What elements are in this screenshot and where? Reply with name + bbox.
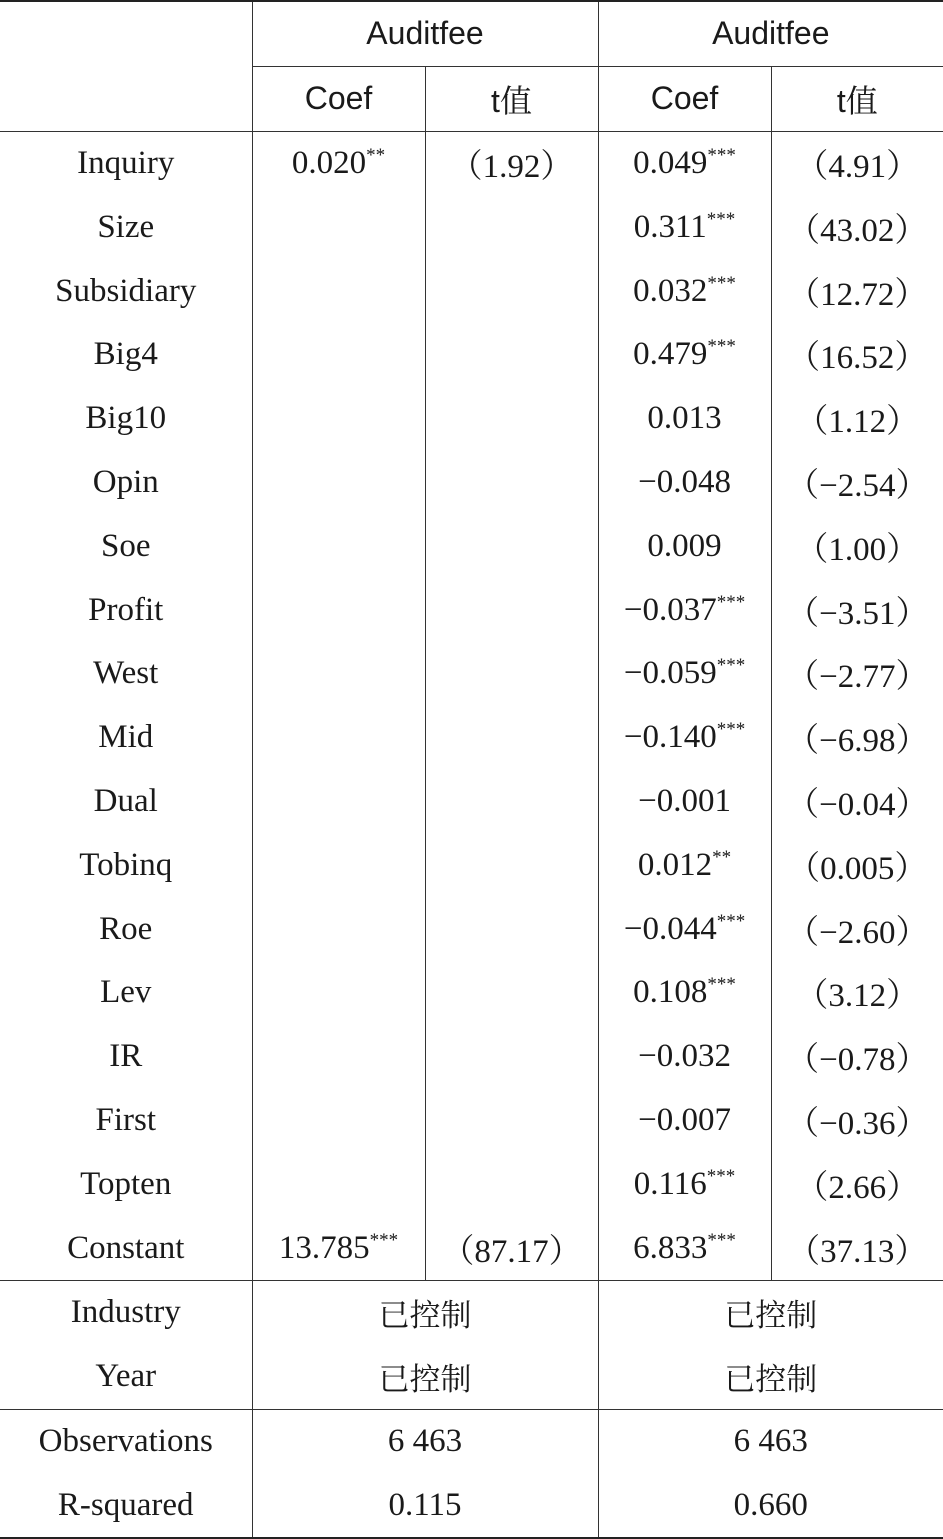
t-cell-2: [771, 323, 943, 387]
table-row: [0, 833, 943, 897]
coef-cell-2: [598, 195, 771, 259]
t-value: （−0.36）: [786, 1105, 929, 1142]
coef-value: −0.140: [623, 719, 717, 756]
coef-cell-1: [252, 833, 425, 897]
coef-cell-1: [252, 1025, 425, 1089]
t-cell-1: [425, 642, 598, 706]
coef-cell-1: [252, 770, 425, 834]
row-label: [0, 1409, 252, 1473]
variable-name: Subsidiary: [55, 272, 197, 309]
t-cell-2: [771, 961, 943, 1025]
variable-name: Profit: [88, 591, 164, 628]
t-cell-1: [425, 961, 598, 1025]
table-row: [0, 259, 943, 323]
row-label: [0, 387, 252, 451]
coef-value: 0.013: [647, 400, 722, 437]
coef-cell-1: [252, 706, 425, 770]
variable-name: Inquiry: [77, 144, 175, 181]
t-cell-2: [771, 195, 943, 259]
header-row-groups: [0, 1, 943, 66]
t-cell-1: [425, 514, 598, 578]
variable-name: Year: [95, 1358, 157, 1395]
t-cell-2: [771, 1152, 943, 1216]
t-cell-2: [771, 642, 943, 706]
header-group-1: Auditfee: [252, 1, 598, 66]
stat-model-1: [252, 1473, 598, 1538]
coef-value: 0.049: [633, 144, 708, 181]
control-model-1: [252, 1280, 598, 1344]
significance-stars: ***: [716, 719, 746, 741]
coef-cell-2: [598, 833, 771, 897]
table-row: [0, 897, 943, 961]
coef-cell-2: [598, 770, 771, 834]
coef-cell-2: [598, 706, 771, 770]
row-label: [0, 1025, 252, 1089]
coef-cell-1: [252, 1152, 425, 1216]
coef-value: −0.044: [623, 910, 717, 947]
significance-stars: ***: [369, 1229, 399, 1251]
table-row: [0, 1025, 943, 1089]
t-value: （1.92）: [449, 148, 574, 185]
stat-model-1: [252, 1409, 598, 1473]
coef-cell-1: [252, 897, 425, 961]
table-row: [0, 514, 943, 578]
t-value: （4.91）: [795, 148, 920, 185]
t-value: （−6.98）: [786, 723, 929, 760]
coef-value: −0.007: [638, 1101, 731, 1138]
significance-stars: ***: [716, 910, 746, 932]
coef-cell-1: [252, 1089, 425, 1153]
t-cell-2: [771, 897, 943, 961]
row-label: [0, 770, 252, 834]
t-value: （1.12）: [795, 404, 920, 441]
significance-stars: **: [366, 145, 386, 167]
coef-cell-2: [598, 897, 771, 961]
t-cell-2: [771, 387, 943, 451]
t-cell-1: [425, 897, 598, 961]
t-cell-1: [425, 1216, 598, 1280]
coef-value: −0.048: [638, 463, 731, 500]
variable-name: Dual: [93, 782, 158, 819]
significance-stars: ***: [707, 145, 736, 167]
t-value: （−0.04）: [786, 786, 929, 823]
t-cell-1: [425, 387, 598, 451]
t-cell-2: [771, 833, 943, 897]
stat-row: [0, 1473, 943, 1538]
variable-name: Opin: [92, 463, 159, 500]
coef-cell-2: [598, 1089, 771, 1153]
table-row: [0, 706, 943, 770]
coef-cell-2: [598, 323, 771, 387]
significance-stars: ***: [716, 591, 746, 613]
t-value: （1.00）: [795, 531, 920, 568]
t-value: （−2.60）: [786, 914, 929, 951]
header-tval-2: t值: [771, 66, 943, 131]
t-value: （16.52）: [787, 340, 928, 377]
coef-value: −0.037: [623, 591, 717, 628]
coef-value: 0.479: [633, 336, 708, 373]
control-value: 已控制: [724, 1298, 818, 1335]
header-group-2: Auditfee: [598, 1, 943, 66]
row-label: [0, 1152, 252, 1216]
variable-name: Tobinq: [79, 846, 173, 883]
variable-name: Observations: [38, 1422, 213, 1459]
variable-name: Roe: [99, 910, 153, 947]
coef-cell-1: [252, 514, 425, 578]
t-cell-1: [425, 706, 598, 770]
coef-value: 13.785: [278, 1229, 370, 1266]
significance-stars: ***: [706, 1165, 736, 1187]
row-label: [0, 642, 252, 706]
t-value: （37.13）: [787, 1233, 928, 1270]
coef-cell-2: [598, 514, 771, 578]
t-cell-1: [425, 195, 598, 259]
table-row: [0, 961, 943, 1025]
header-coef-2: Coef: [598, 66, 771, 131]
row-label: [0, 1280, 252, 1344]
t-cell-1: [425, 770, 598, 834]
t-value: （87.17）: [441, 1233, 582, 1270]
t-value: （−2.54）: [786, 467, 929, 504]
t-cell-2: [771, 514, 943, 578]
t-cell-2: [771, 1216, 943, 1280]
control-row: [0, 1345, 943, 1409]
significance-stars: ***: [716, 655, 746, 677]
t-cell-2: [771, 451, 943, 515]
coef-cell-2: [598, 387, 771, 451]
variable-name: Soe: [101, 527, 151, 564]
coef-value: 0.116: [633, 1165, 707, 1202]
table-row: [0, 1216, 943, 1280]
table-row: [0, 323, 943, 387]
variable-name: Topten: [80, 1165, 172, 1202]
variable-name: Industry: [70, 1294, 181, 1331]
t-cell-1: [425, 1089, 598, 1153]
significance-stars: ***: [706, 209, 736, 231]
control-value: 已控制: [724, 1362, 818, 1399]
coef-value: −0.001: [638, 782, 731, 819]
coef-cell-1: [252, 642, 425, 706]
row-label: [0, 195, 252, 259]
t-value: （−2.77）: [786, 659, 929, 696]
row-label: [0, 131, 252, 195]
table-row: [0, 1152, 943, 1216]
table-row: [0, 770, 943, 834]
row-label: [0, 1089, 252, 1153]
t-value: （12.72）: [787, 276, 928, 313]
t-cell-1: [425, 451, 598, 515]
t-value: （0.005）: [787, 850, 928, 887]
t-cell-1: [425, 131, 598, 195]
t-cell-1: [425, 578, 598, 642]
significance-stars: ***: [707, 974, 736, 996]
row-label: [0, 897, 252, 961]
t-cell-2: [771, 131, 943, 195]
coef-cell-2: [598, 578, 771, 642]
significance-stars: ***: [707, 1229, 736, 1251]
t-cell-2: [771, 1025, 943, 1089]
stat-value: 0.660: [733, 1486, 808, 1523]
row-label: [0, 1345, 252, 1409]
table-row: [0, 578, 943, 642]
coef-value: −0.032: [638, 1038, 731, 1075]
control-model-1: [252, 1345, 598, 1409]
coef-value: −0.059: [623, 655, 717, 692]
coef-cell-1: [252, 387, 425, 451]
t-value: （2.66）: [795, 1169, 920, 1206]
row-label: [0, 1473, 252, 1538]
table-row: [0, 1089, 943, 1153]
row-label: [0, 259, 252, 323]
row-label: [0, 451, 252, 515]
variable-name: First: [95, 1101, 157, 1138]
variable-name: Lev: [100, 974, 152, 1011]
header-tval-1: t值: [425, 66, 598, 131]
control-value: 已控制: [378, 1362, 472, 1399]
coef-value: 0.020: [291, 144, 367, 181]
coef-value: 0.108: [633, 974, 708, 1011]
table-row: [0, 195, 943, 259]
coef-cell-1: [252, 131, 425, 195]
control-model-2: [598, 1345, 943, 1409]
row-label: [0, 323, 252, 387]
variable-name: Size: [97, 208, 155, 245]
table-row: [0, 642, 943, 706]
t-value: （−0.78）: [786, 1042, 929, 1079]
row-label: [0, 578, 252, 642]
variable-name: West: [93, 655, 159, 692]
coef-cell-1: [252, 451, 425, 515]
coef-cell-2: [598, 642, 771, 706]
stat-value: 6 463: [387, 1422, 463, 1459]
t-cell-1: [425, 259, 598, 323]
t-cell-1: [425, 833, 598, 897]
t-value: （3.12）: [795, 978, 920, 1015]
row-label: [0, 706, 252, 770]
t-cell-2: [771, 259, 943, 323]
significance-stars: ***: [707, 336, 736, 358]
t-cell-2: [771, 1089, 943, 1153]
row-label: [0, 833, 252, 897]
row-label: [0, 961, 252, 1025]
t-cell-2: [771, 770, 943, 834]
table-row: [0, 387, 943, 451]
variable-name: Constant: [67, 1229, 185, 1266]
coef-value: 0.009: [647, 527, 722, 564]
control-model-2: [598, 1280, 943, 1344]
coef-cell-1: [252, 323, 425, 387]
t-value: （43.02）: [787, 212, 928, 249]
stat-model-2: [598, 1409, 943, 1473]
stat-model-2: [598, 1473, 943, 1538]
variable-name: Big10: [85, 400, 167, 437]
stat-row: [0, 1409, 943, 1473]
variable-name: IR: [109, 1038, 143, 1075]
coef-cell-1: [252, 1216, 425, 1280]
variable-name: Mid: [98, 719, 154, 756]
row-label: [0, 1216, 252, 1280]
t-cell-1: [425, 323, 598, 387]
control-value: 已控制: [378, 1298, 472, 1335]
stat-value: 6 463: [733, 1422, 808, 1459]
header-corner: [0, 1, 252, 131]
t-cell-2: [771, 578, 943, 642]
t-cell-1: [425, 1152, 598, 1216]
variable-name: R-squared: [57, 1486, 194, 1523]
table-row: [0, 131, 943, 195]
header-coef-1: Coef: [252, 66, 425, 131]
coef-cell-1: [252, 578, 425, 642]
coef-cell-2: [598, 131, 771, 195]
coef-cell-2: [598, 1025, 771, 1089]
t-cell-2: [771, 706, 943, 770]
coef-value: 0.012: [637, 846, 713, 883]
coef-cell-2: [598, 259, 771, 323]
coef-cell-2: [598, 961, 771, 1025]
coef-cell-2: [598, 1152, 771, 1216]
variable-name: Big4: [93, 336, 158, 373]
coef-cell-1: [252, 961, 425, 1025]
coef-value: 0.032: [633, 272, 708, 309]
coef-cell-2: [598, 451, 771, 515]
coef-value: 6.833: [633, 1229, 708, 1266]
coef-value: 0.311: [633, 208, 707, 245]
coef-cell-1: [252, 259, 425, 323]
significance-stars: ***: [707, 272, 736, 294]
coef-cell-2: [598, 1216, 771, 1280]
t-value: （−3.51）: [786, 595, 929, 632]
significance-stars: **: [712, 846, 732, 868]
control-row: [0, 1280, 943, 1344]
stat-value: 0.115: [388, 1486, 462, 1523]
table-row: [0, 451, 943, 515]
t-cell-1: [425, 1025, 598, 1089]
row-label: [0, 514, 252, 578]
coef-cell-1: [252, 195, 425, 259]
